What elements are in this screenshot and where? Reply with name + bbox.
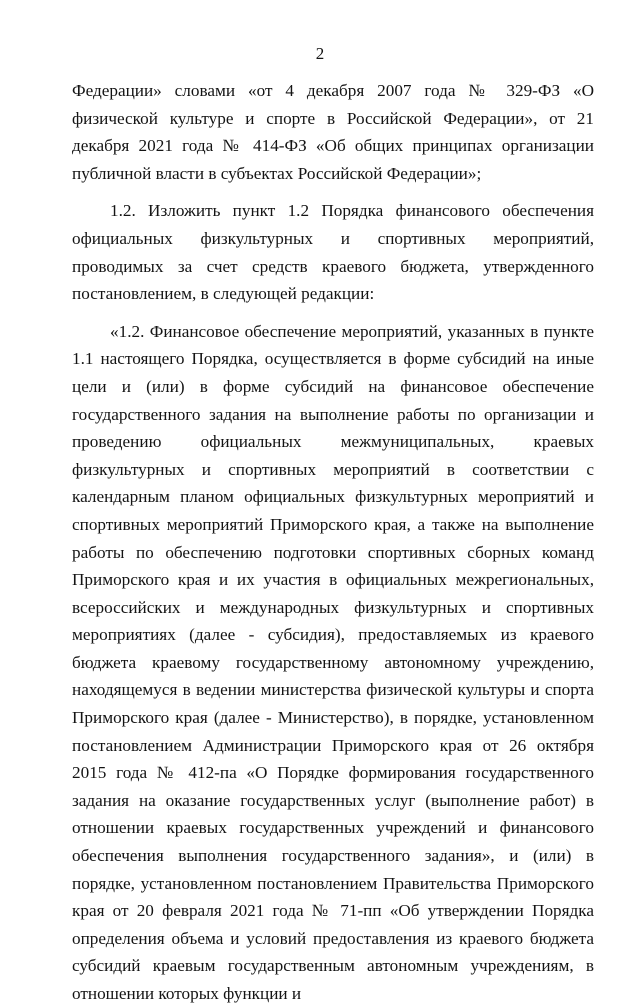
paragraph-quoted-1-2: «1.2. Финансовое обеспечение мероприятий, указанных в пункте 1.1 настоящего Порядка, осуществляется в форме субсидий на иные цели и (или) в форме субсидий на финансовое обеспечение государственного задания на выполнение работы по организации и проведению официальных межмуниципальных, краевых физкультурных и спортивных мероприятий в соответствии с календарным планом официальных физкультурных мероприятий и спортивных мероприятий Приморского края, а также на выполнение работы по обеспечению подготовки спортивных сборных команд Приморского края и их участия в официальных межрегиональных, всероссийских и международных физкультурных и спортивных мероприятиях (далее - субсидия), предоставляемых из краевого бюджета краевому государственному автономному учреждению, находящемуся в ведении министерства физической культуры и спорта Приморского края (далее - Министерство), в порядке, установленном постановлением Администрации Приморского края от 26 октября 2015 года № 412-па «О Порядке формирования государственного задания на оказание государственных услуг (выполнение работ) в отношении краевых государственных учреждений и финансового обеспечения выполнения государственного задания», и (или) в порядке, установленном постановлением Правительства Приморского края от 20 февраля 2021 года № 71-пп «Об утверждении Порядка определения объема и условий предоставления из краевого бюджета субсидий краевым государственным автономным учреждениям, в отношении которых функции и [72,321,594,1003]
paragraph-continuation: Федерации» словами «от 4 декабря 2007 года № 329-ФЗ «О физической культуре и спорте в Российской Федерации», от 21 декабря 2021 года № 414-ФЗ «Об общих принципах организации публичной власти в субъектах Российской Федерации»; [72,81,594,183]
page-number: 2 [315,44,325,63]
document-body [72,77,594,1008]
paragraph-item-1-2: 1.2. Изложить пункт 1.2 Порядка финансового обеспечения официальных физкультурных и спортивных мероприятий, проводимых за счет средств краевого бюджета, утвержденного постановлением, в следующей редакции: [72,201,594,304]
